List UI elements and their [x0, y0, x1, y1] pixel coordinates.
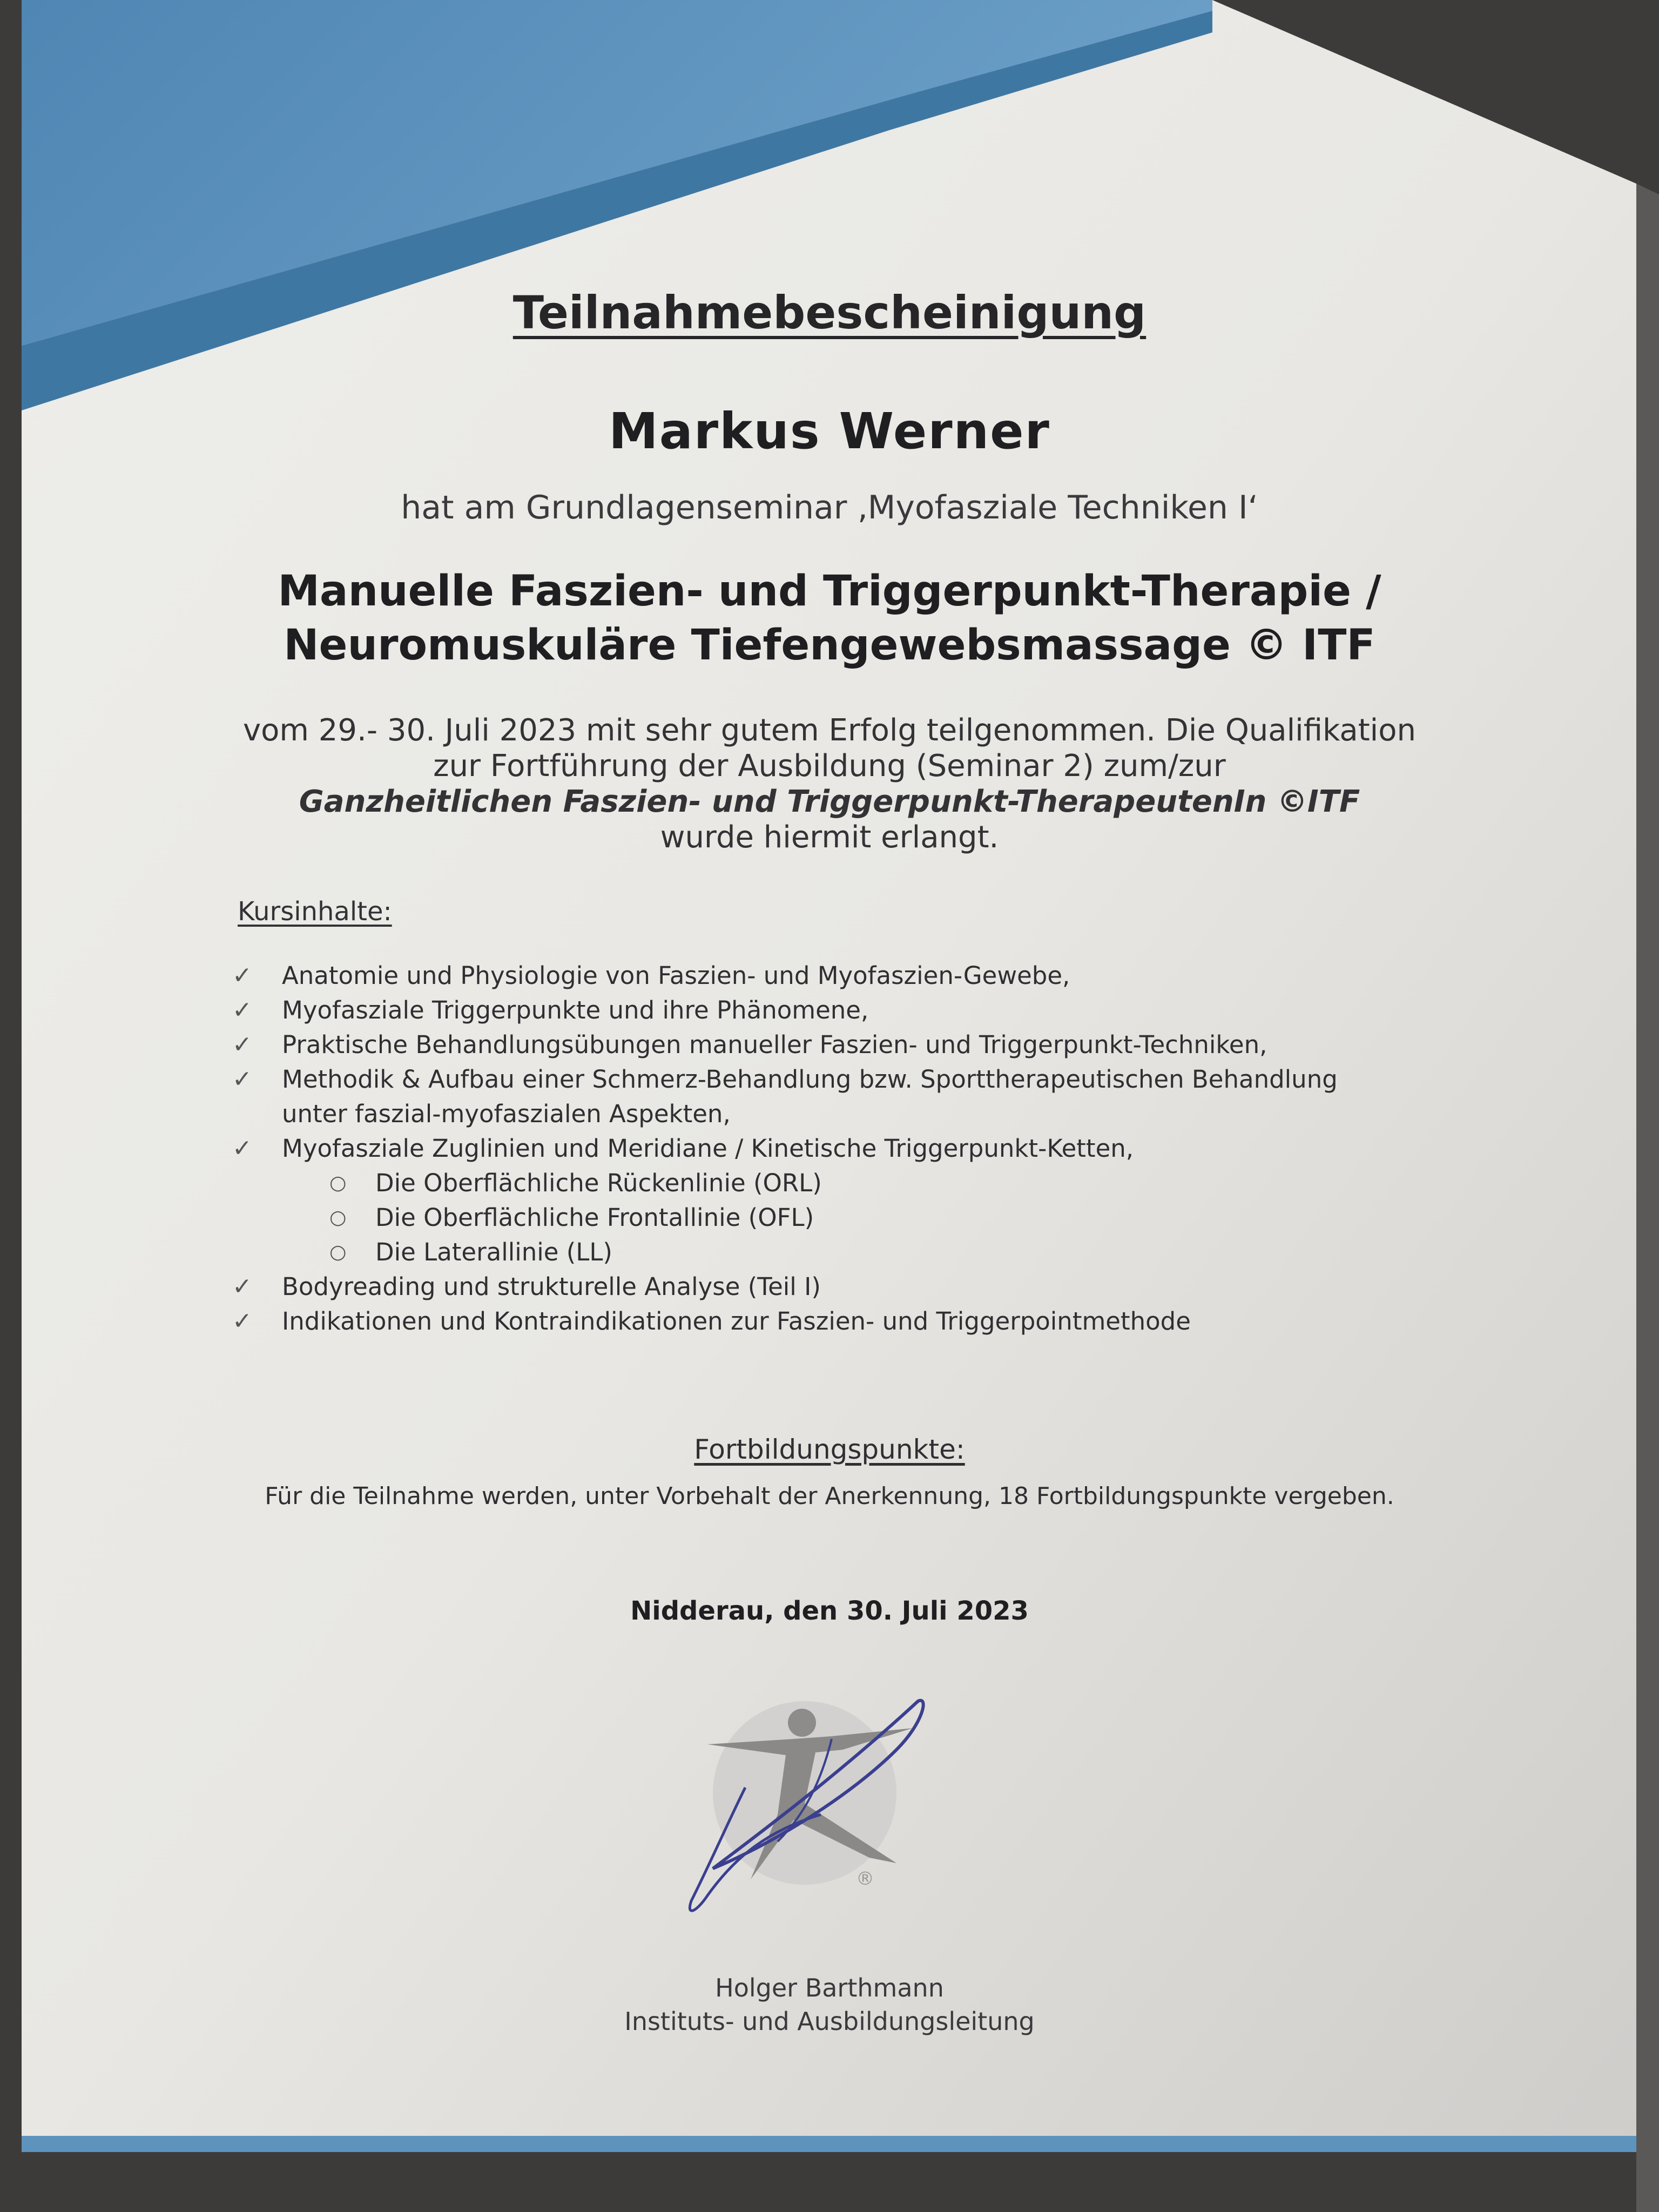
list-item: ✓ Bodyreading und strukturelle Analyse (Teil I)	[232, 1270, 1420, 1304]
itf-figure-logo-icon	[670, 1685, 972, 1933]
qualification-line-2: zur Fortführung der Ausbildung (Seminar 2) zum/zur	[433, 748, 1226, 784]
points-label: Fortbildungspunkte:	[694, 1434, 965, 1465]
course-title-line-2: Neuromuskuläre Tiefengewebsmassage © ITF	[284, 621, 1375, 670]
circle-bullet-icon: ○	[329, 1172, 347, 1194]
place-date: Nidderau, den 30. Juli 2023	[630, 1596, 1029, 1626]
circle-bullet-icon: ○	[329, 1206, 347, 1229]
qualification-line-4: wurde hiermit erlangt.	[660, 820, 999, 855]
check-icon: ✓	[232, 1031, 252, 1058]
signer-block	[0, 1971, 1659, 2038]
certificate-title: Teilnahmebescheinigung	[512, 286, 1147, 339]
signer-role: Instituts- und Ausbildungsleitung	[624, 2007, 1035, 2036]
sub-list-item: ○ Die Laterallinie (LL)	[232, 1235, 1420, 1270]
check-icon: ✓	[232, 1307, 252, 1335]
list-item: ✓ Methodik & Aufbau einer Schmerz-Behandlung bzw. Sporttherapeutischen Behandlung	[232, 1062, 1420, 1097]
registered-mark: ®	[856, 1868, 874, 1890]
list-item: ✓ Myofasziale Zuglinien und Meridiane / Kinetische Triggerpunkt-Ketten,	[232, 1131, 1420, 1166]
course-title	[0, 564, 1659, 672]
list-item: ✓ Praktische Behandlungsübungen manueller Faszien- und Triggerpunkt-Techniken,	[232, 1028, 1420, 1062]
participant-name: Markus Werner	[609, 402, 1050, 460]
sub-list-item: ○ Die Oberflächliche Rückenlinie (ORL)	[232, 1166, 1420, 1201]
circle-bullet-icon: ○	[329, 1241, 347, 1263]
course-contents-label: Kursinhalte:	[238, 896, 392, 927]
list-item: ✓ Anatomie und Physiologie von Faszien- und Myofaszien-Gewebe,	[232, 959, 1420, 993]
list-item-continuation: unter faszial-myofaszialen Aspekten,	[282, 1100, 731, 1128]
check-icon: ✓	[232, 1065, 252, 1093]
points-text: Für die Teilnahme werden, unter Vorbehalt der Anerkennung, 18 Fortbildungspunkte vergeben.	[265, 1482, 1394, 1510]
check-icon: ✓	[232, 996, 252, 1024]
check-icon: ✓	[232, 1273, 252, 1300]
list-item: ✓ Myofasziale Triggerpunkte und ihre Phänomene,	[232, 993, 1420, 1028]
qualification-line-1: vom 29.- 30. Juli 2023 mit sehr gutem Erfolg teilgenommen. Die Qualifikation	[243, 713, 1416, 748]
logo-figure-head	[788, 1709, 816, 1737]
check-icon: ✓	[232, 962, 252, 989]
signer-name: Holger Barthmann	[715, 1973, 944, 2002]
qualification-title: Ganzheitlichen Faszien- und Triggerpunkt-TherapeutenIn ©ITF	[299, 784, 1360, 819]
seminar-intro: hat am Grundlagenseminar ‚Myofasziale Techniken I‘	[401, 489, 1258, 527]
check-icon: ✓	[232, 1135, 252, 1162]
list-item: ✓ Indikationen und Kontraindikationen zur Faszien- und Triggerpointmethode	[232, 1304, 1420, 1339]
sub-list-item: ○ Die Oberflächliche Frontallinie (OFL)	[232, 1201, 1420, 1235]
course-title-line-1: Manuelle Faszien- und Triggerpunkt-Therapie /	[278, 567, 1381, 616]
course-contents-list	[232, 959, 1420, 1339]
qualification-text	[0, 713, 1659, 855]
